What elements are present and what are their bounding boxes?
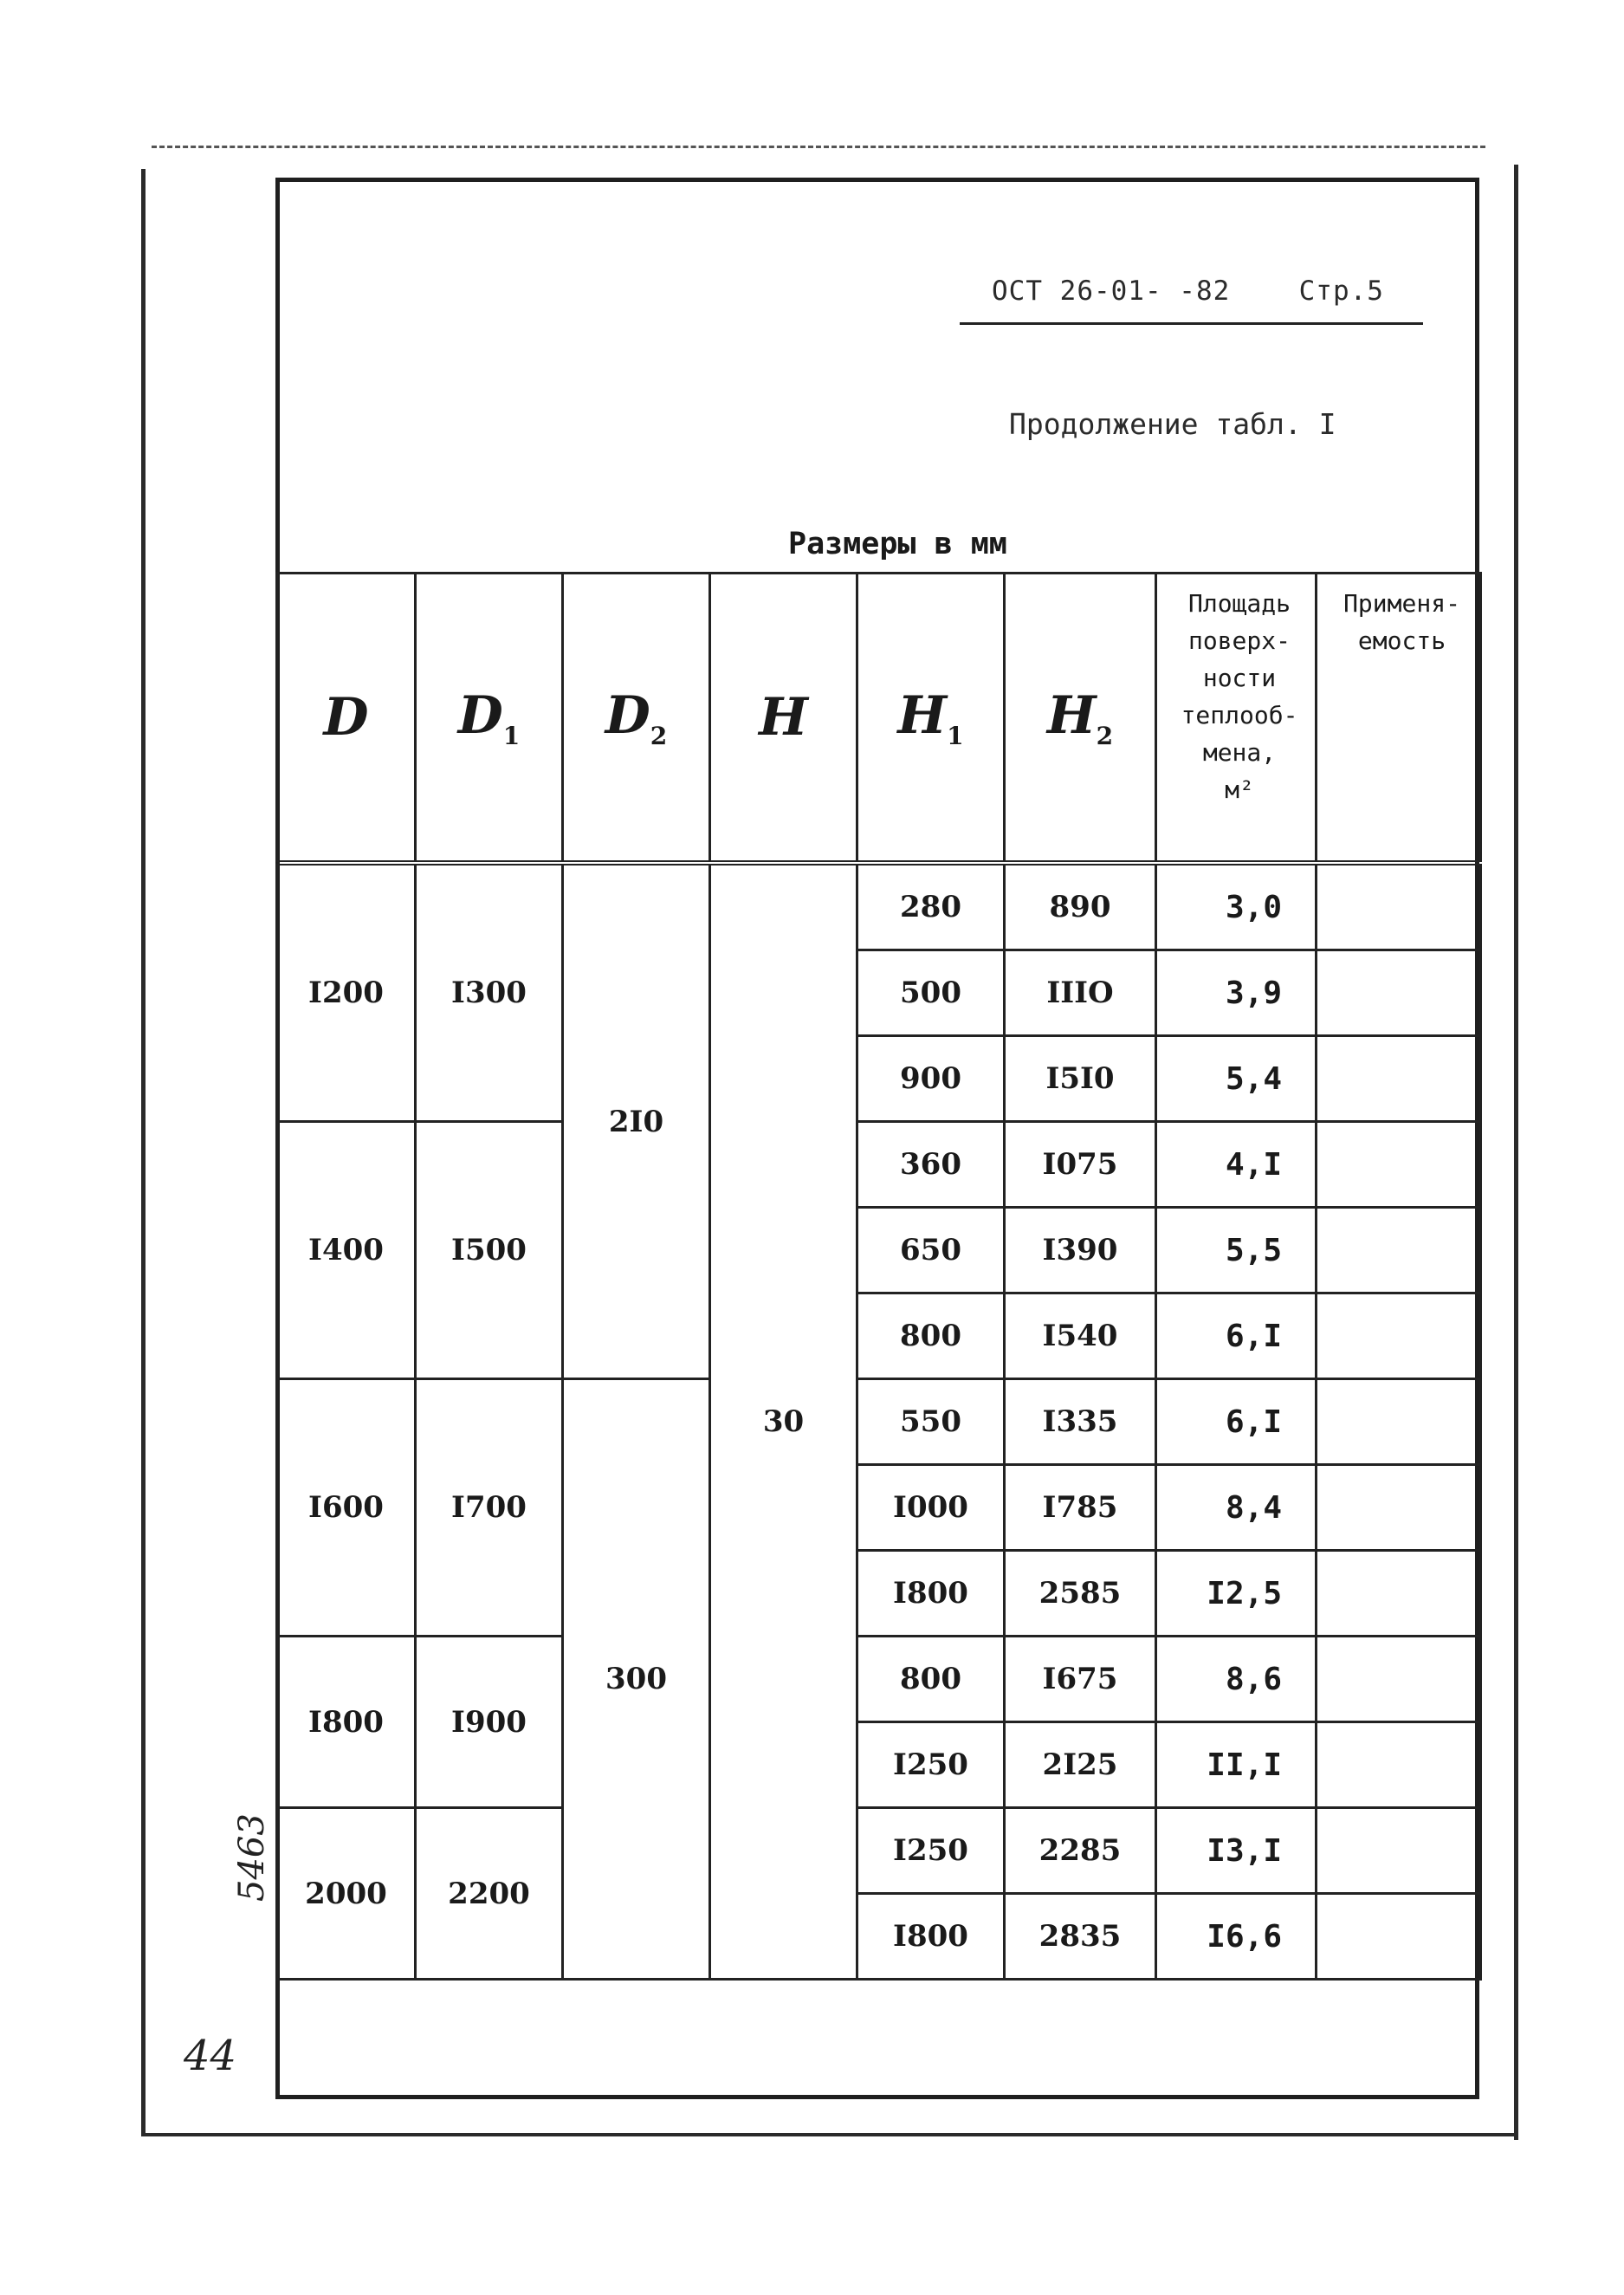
cell-h1: 900: [857, 1036, 1005, 1122]
cell-d: 2000: [277, 1808, 416, 1980]
cell-area: 3,9: [1156, 950, 1317, 1036]
outer-frame-left: [141, 169, 146, 2136]
cell-applicability: [1317, 863, 1481, 950]
cell-area: 5,4: [1156, 1036, 1317, 1122]
page-label: Стр.5: [1298, 276, 1384, 307]
column-header-h2: $H_2$: [1005, 574, 1156, 864]
cell-d1: I500: [416, 1122, 563, 1379]
cell-h1: 550: [857, 1379, 1005, 1465]
scan-top-edge: [152, 146, 1485, 148]
cell-h2: I075: [1005, 1122, 1156, 1208]
column-header-area: Площадь поверх- ности теплооб- мена, м²: [1156, 574, 1317, 864]
cell-applicability: [1317, 1036, 1481, 1122]
cell-area: 3,0: [1156, 863, 1317, 950]
cell-h2: I390: [1005, 1208, 1156, 1293]
cell-h1: 360: [857, 1122, 1005, 1208]
cell-h1: 650: [857, 1208, 1005, 1293]
document-code-underline: [960, 322, 1423, 325]
cell-h1: I000: [857, 1465, 1005, 1551]
cell-applicability: [1317, 1379, 1481, 1465]
cell-area: 4,I: [1156, 1122, 1317, 1208]
cell-d1: I300: [416, 863, 563, 1122]
table-body: [277, 863, 1481, 1980]
cell-h2: 890: [1005, 863, 1156, 950]
cell-h1: 280: [857, 863, 1005, 950]
document-code-text: ОСТ 26-01- -82: [992, 276, 1231, 307]
cell-area: I3,I: [1156, 1808, 1317, 1894]
cell-applicability: [1317, 1894, 1481, 1980]
cell-applicability: [1317, 1122, 1481, 1208]
cell-d1: 2200: [416, 1808, 563, 1980]
cell-h2: 2835: [1005, 1894, 1156, 1980]
cell-d: I400: [277, 1122, 416, 1379]
cell-h2: 2585: [1005, 1551, 1156, 1637]
cell-h1: I250: [857, 1722, 1005, 1808]
dimensions-table: [275, 572, 1482, 1981]
cell-applicability: [1317, 950, 1481, 1036]
cell-h: 30: [710, 863, 857, 1980]
cell-applicability: [1317, 1208, 1481, 1293]
document-code: [992, 276, 1384, 307]
column-header-h: H: [710, 574, 857, 864]
table-row: [277, 863, 1481, 950]
cell-applicability: [1317, 1722, 1481, 1808]
cell-applicability: [1317, 1293, 1481, 1379]
cell-applicability: [1317, 1637, 1481, 1722]
units-caption: Размеры в мм: [788, 527, 1007, 561]
cell-area: 8,4: [1156, 1465, 1317, 1551]
cell-area: II,I: [1156, 1722, 1317, 1808]
cell-h1: I800: [857, 1894, 1005, 1980]
page-number: 44: [184, 2032, 237, 2080]
column-header-d2: $D_2$: [563, 574, 710, 864]
header-row: [277, 574, 1481, 864]
cell-h1: 800: [857, 1293, 1005, 1379]
cell-h1: 800: [857, 1637, 1005, 1722]
cell-area: 5,5: [1156, 1208, 1317, 1293]
column-header-h1: $H_1$: [857, 574, 1005, 864]
cell-area: I2,5: [1156, 1551, 1317, 1637]
outer-frame-right: [1514, 165, 1518, 2140]
cell-h1: I250: [857, 1808, 1005, 1894]
cell-applicability: [1317, 1465, 1481, 1551]
cell-d1: I700: [416, 1379, 563, 1637]
cell-applicability: [1317, 1551, 1481, 1637]
cell-d1: I900: [416, 1637, 563, 1808]
cell-d: I600: [277, 1379, 416, 1637]
cell-d2: 300: [563, 1379, 710, 1980]
cell-h2: I785: [1005, 1465, 1156, 1551]
cell-area: I6,6: [1156, 1894, 1317, 1980]
cell-h1: 500: [857, 950, 1005, 1036]
table-row: [277, 1379, 1481, 1465]
side-archive-number: 5463: [232, 1813, 272, 1902]
cell-h2: 2I25: [1005, 1722, 1156, 1808]
cell-d: I800: [277, 1637, 416, 1808]
cell-h2: I5I0: [1005, 1036, 1156, 1122]
cell-h2: I675: [1005, 1637, 1156, 1722]
cell-h2: 2285: [1005, 1808, 1156, 1894]
cell-h2: I335: [1005, 1379, 1156, 1465]
cell-applicability: [1317, 1808, 1481, 1894]
cell-area: 6,I: [1156, 1293, 1317, 1379]
cell-area: 8,6: [1156, 1637, 1317, 1722]
table-header: [277, 574, 1481, 864]
table-row: [277, 1637, 1481, 1722]
column-header-d: D: [277, 574, 416, 864]
cell-d: I200: [277, 863, 416, 1122]
column-header-d1: $D_1$: [416, 574, 563, 864]
column-header-applicability: Применя- емость: [1317, 574, 1481, 864]
cell-area: 6,I: [1156, 1379, 1317, 1465]
cell-h2: IIIO: [1005, 950, 1156, 1036]
table-continuation-note: Продолжение табл. I: [1009, 407, 1336, 441]
table-row: [277, 1808, 1481, 1894]
cell-h1: I800: [857, 1551, 1005, 1637]
outer-frame-bottom: [141, 2133, 1518, 2136]
cell-d2: 2I0: [563, 863, 710, 1379]
cell-h2: I540: [1005, 1293, 1156, 1379]
table-row: [277, 1122, 1481, 1208]
